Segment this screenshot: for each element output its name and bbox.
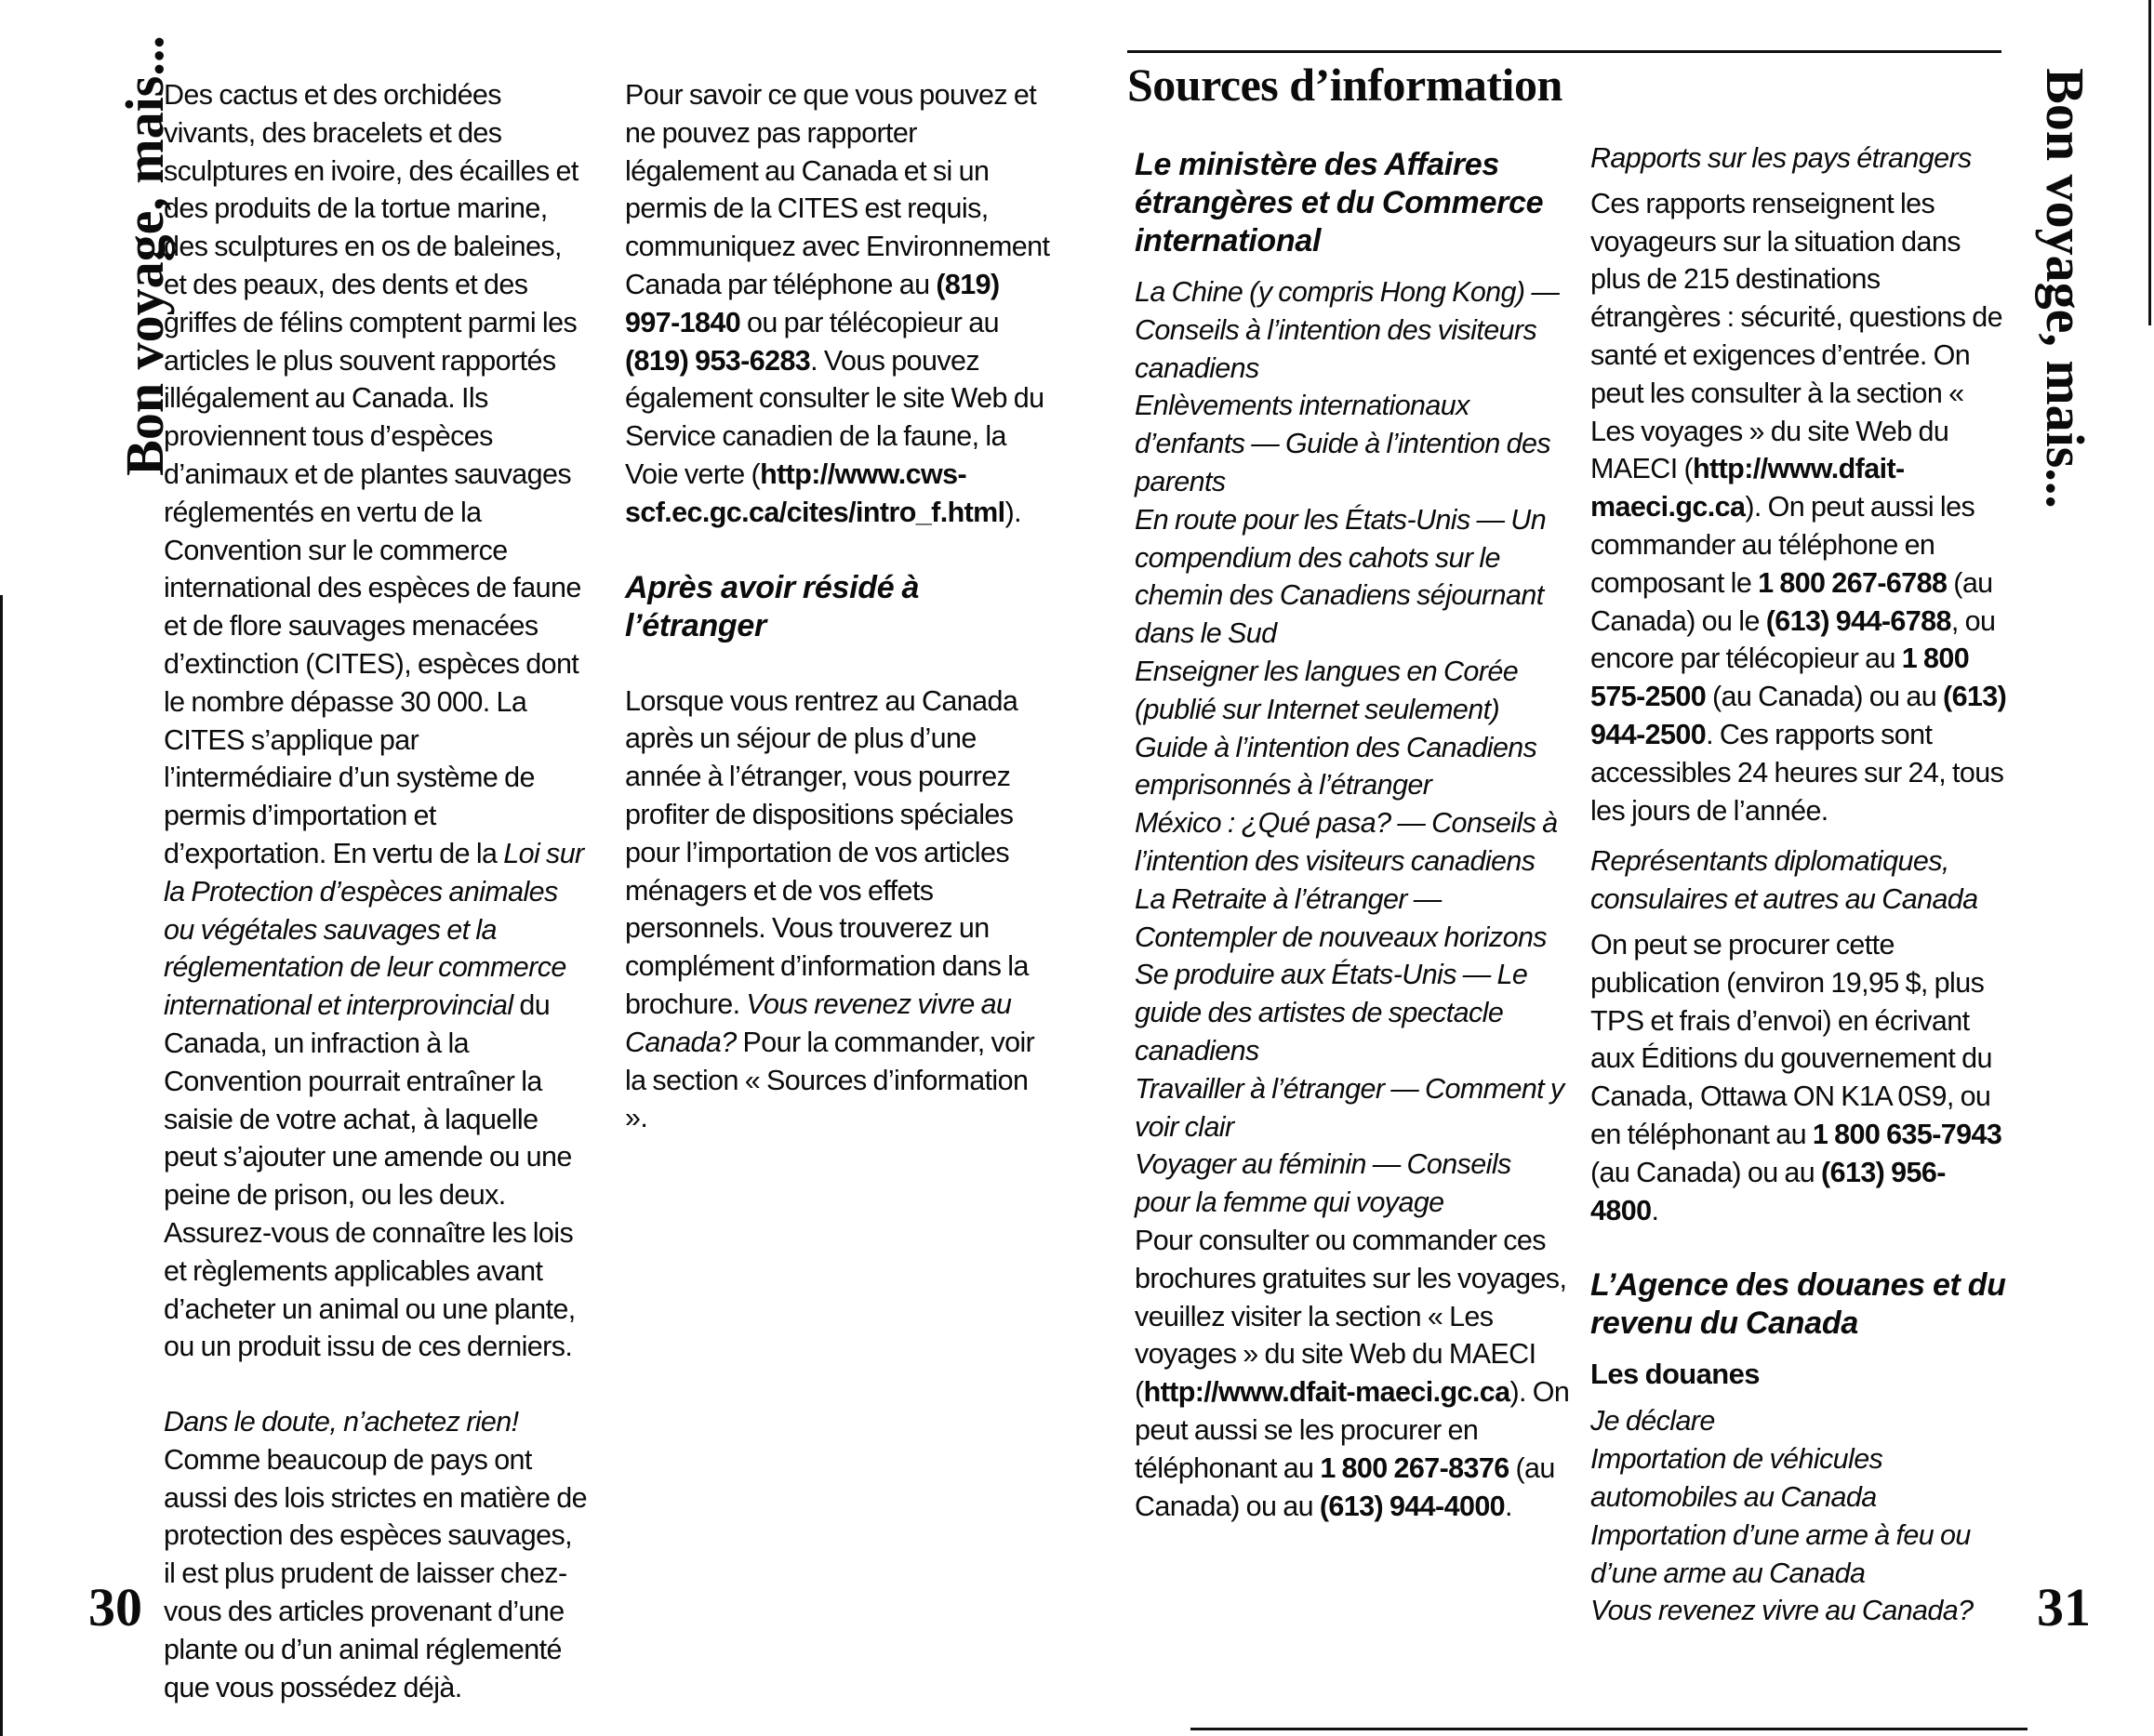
cites-contact-paragraph	[625, 76, 1053, 532]
reports-text-d: , ou encore par télécopieur au	[1590, 604, 1996, 675]
spacer	[1135, 260, 1572, 273]
url-maeci-reports[interactable]: http://www.dfait-maeci.gc.ca	[1590, 453, 1905, 523]
phone-brochures-canada: 1 800 267-8376	[1320, 1451, 1509, 1484]
phone-rep-ottawa: (613) 956-4800	[1590, 1156, 1946, 1226]
top-rule	[1127, 50, 2001, 53]
heading-after-residing: Après avoir résidé à l’étranger	[625, 569, 920, 643]
page-number-right: 31	[2037, 1577, 2091, 1637]
publication-item: La Chine (y compris Hong Kong) — Conseils à l’intention des visiteurs canadiens	[1135, 276, 1560, 384]
publication-item: Voyager au féminin — Conseils pour la femme qui voyage	[1135, 1148, 1511, 1219]
right-column-1	[1135, 146, 1572, 1525]
brochures-text-d: .	[1505, 1490, 1512, 1522]
returning-text-a: Lorsque vous rentrez au Canada après un séjour de plus d’une année à l’étranger, vous pourrez profiter de dispositions spéciales pour l’importation de vos articles ménagers et de vos effets personnels. Vous trouverez un complément d’information dans la brochure.	[625, 684, 1029, 1020]
reports-text-a: Ces rapports renseignent les voyageurs sur la situation dans plus de 215 destinations étrangères : sécurité, questions de santé et exigences d’entrée. On peut les consulter à la section « Les voyages » du site Web du MAECI (	[1590, 187, 2002, 485]
right-column-2	[1590, 139, 2009, 1630]
contact-text-d: ).	[1004, 496, 1021, 528]
url-maeci[interactable]: http://www.dfait-maeci.gc.ca	[1143, 1376, 1510, 1409]
spacer	[625, 532, 1053, 569]
reports-text-c: (au Canada) ou le	[1590, 566, 1993, 637]
brochures-text-b: ). On peut aussi se les procurer en téléphonant au	[1135, 1376, 1570, 1484]
running-head-right: Bon voyage, mais...	[2035, 68, 2095, 509]
spacer	[625, 645, 1053, 682]
publication-item: Se produire aux États-Unis — Le guide des artistes de spectacle canadiens	[1135, 959, 1528, 1067]
brochure-title: Vous revenez vivre au Canada?	[625, 987, 1012, 1058]
contact-text-c: . Vous pouvez également consulter le site Web du Service canadien de la faune, la Voie verte (	[625, 344, 1044, 490]
reports-text-b: ). On peut aussi les commander au téléphone en composant le	[1590, 491, 1975, 599]
publication-item: Enlèvements internationaux d’enfants — Guide à l’intention des parents	[1135, 390, 1551, 497]
customs-item: Je déclare	[1590, 1405, 1715, 1438]
url-cws[interactable]: http://www.cws-scf.ec.gc.ca/cites/intro_f.html	[625, 457, 1005, 528]
returning-paragraph	[625, 682, 1053, 1138]
publication-item: México : ¿Qué pasa? — Conseils à l’intention des visiteurs canadiens	[1135, 807, 1558, 877]
running-head-left: Bon voyage, mais...	[114, 35, 175, 476]
spacer	[1590, 1343, 2009, 1356]
publication-item: Guide à l’intention des Canadiens emprisonnés à l’étranger	[1135, 731, 1537, 802]
bottom-rule	[1190, 1728, 2028, 1730]
doubt-paragraph	[164, 1403, 587, 1706]
fax-reports-ottawa: (613) 944-2500	[1590, 681, 2007, 750]
fax-reports-canada: 1 800 575-2500	[1590, 643, 1970, 713]
contact-text-a: Pour savoir ce que vous pouvez et ne pouvez pas rapporter légalement au Canada et si un permis de la CITES est requis, communiquez avec Environnement Canada par téléphone au	[625, 79, 1050, 300]
left-column-2	[625, 76, 1053, 1137]
publication-item: Travailler à l’étranger — Comment y voir clair	[1135, 1072, 1564, 1143]
doubt-lead: Dans le doute, n’achetez rien!	[164, 1406, 519, 1438]
cites-paragraph	[164, 76, 587, 1366]
brochures-text-a: Pour consulter ou commander ces brochures gratuites sur les voyages, veuillez visiter la section « Les voyages » du site Web du MAECI (	[1135, 1224, 1567, 1409]
customs-item: Importation d’une arme à feu ou d’une arme au Canada	[1590, 1518, 1971, 1589]
phone-reports-ottawa: (613) 944-6788	[1765, 604, 1951, 637]
representatives-paragraph	[1590, 926, 2009, 1229]
heading-ministry: Le ministère des Affaires étrangères et du Commerce international	[1135, 147, 1544, 258]
brochures-paragraph	[1135, 1222, 1572, 1525]
page-number-left: 30	[88, 1577, 142, 1637]
left-edge-line	[0, 595, 3, 1736]
law-title: Loi sur la Protection d’espèces animales ou végétales sauvages et la réglementation de leur commerce international et interprovincial	[164, 837, 584, 1022]
returning-text-b: Pour la commander, voir la section « Sources d’information ».	[625, 1026, 1035, 1134]
contact-text-b: ou par télécopieur au	[740, 306, 999, 338]
fax-env-canada: (819) 953-6283	[625, 344, 811, 377]
customs-item: Vous revenez vivre au Canada?	[1590, 1595, 1974, 1627]
rep-text-a: On peut se procurer cette publication (environ 19,95 $, plus TPS et frais d’envoi) en écrivant aux Éditions du gouvernement du Canada, Ottawa ON K1A 0S9, ou en téléphonant au	[1590, 928, 1992, 1150]
phone-reports-canada: 1 800 267-6788	[1758, 566, 1948, 599]
doubt-body: Comme beaucoup de pays ont aussi des lois strictes en matière de protection des espèces sauvages, il est plus prudent de laisser chez-vous des articles provenant d’une plante ou d’un animal réglementé que vous possédez déjà.	[164, 1443, 587, 1703]
reports-title: Rapports sur les pays étrangers	[1590, 142, 1972, 174]
cites-text-a: Des cactus et des orchidées vivants, des bracelets et des sculptures en ivoire, des écailles et des produits de la tortue marine, des sculptures en os de baleines, et des peaux, des dents et des griffes de félins comptent parmi les articles le plus souvent rapportés illégalement au Canada. Ils proviennent tous d’espèces d’animaux et de plantes sauvages réglementés en vertu de la Convention sur le commerce international des espèces de faune et de flore sauvages menacées d’extinction (CITES), espèces dont le nombre dépasse 30 000. La CITES s’applique par l’intermédiaire d’un système de permis d’importation et d’exportation. En vertu de la	[164, 79, 581, 869]
publication-item: En route pour les États-Unis — Un compendium des cahots sur le chemin des Canadiens séjournant dans le Sud	[1135, 503, 1547, 650]
phone-env-canada: (819) 997-1840	[625, 268, 1000, 338]
customs-title: Les douanes	[1590, 1358, 1760, 1391]
reports-text-f: . Ces rapports sont accessibles 24 heures sur 24, tous les jours de l’année.	[1590, 718, 2004, 827]
cites-text-b: du Canada, un infraction à la Convention pourrait entraîner la saisie de votre achat, à laquelle peut s’ajouter une amende ou une peine de prison, ou les deux. Assurez-vous de connaître les lois et règlements applicables avant d’acheter un animal ou une plante, ou un produit issu de ces derniers.	[164, 989, 576, 1363]
reports-text-e: (au Canada) ou au	[1706, 681, 1944, 713]
phone-brochures-ottawa: (613) 944-4000	[1319, 1490, 1506, 1522]
rep-text-c: .	[1651, 1194, 1659, 1226]
heading-agency: L’Agence des douanes et du revenu du Canada	[1590, 1267, 2006, 1342]
spacer	[164, 1366, 587, 1403]
brochures-text-c: (au Canada) ou au	[1135, 1451, 1555, 1522]
phone-rep-canada: 1 800 635-7943	[1812, 1118, 2002, 1150]
spacer	[1590, 1229, 2009, 1266]
publication-item: Enseigner les langues en Corée (publié sur Internet seulement)	[1135, 655, 1519, 725]
spacer	[1590, 829, 2009, 842]
right-edge-line	[2148, 0, 2151, 325]
section-title: Sources d’information	[1127, 59, 1562, 111]
reports-paragraph	[1590, 185, 2009, 830]
representatives-title: Représentants diplomatiques, consulaires et autres au Canada	[1590, 845, 1978, 916]
publication-item: La Retraite à l’étranger — Contempler de nouveaux horizons	[1135, 882, 1547, 953]
customs-item: Importation de véhicules automobiles au Canada	[1590, 1443, 1883, 1513]
rep-text-b: (au Canada) ou au	[1590, 1156, 1822, 1188]
left-column-1	[164, 76, 587, 1706]
